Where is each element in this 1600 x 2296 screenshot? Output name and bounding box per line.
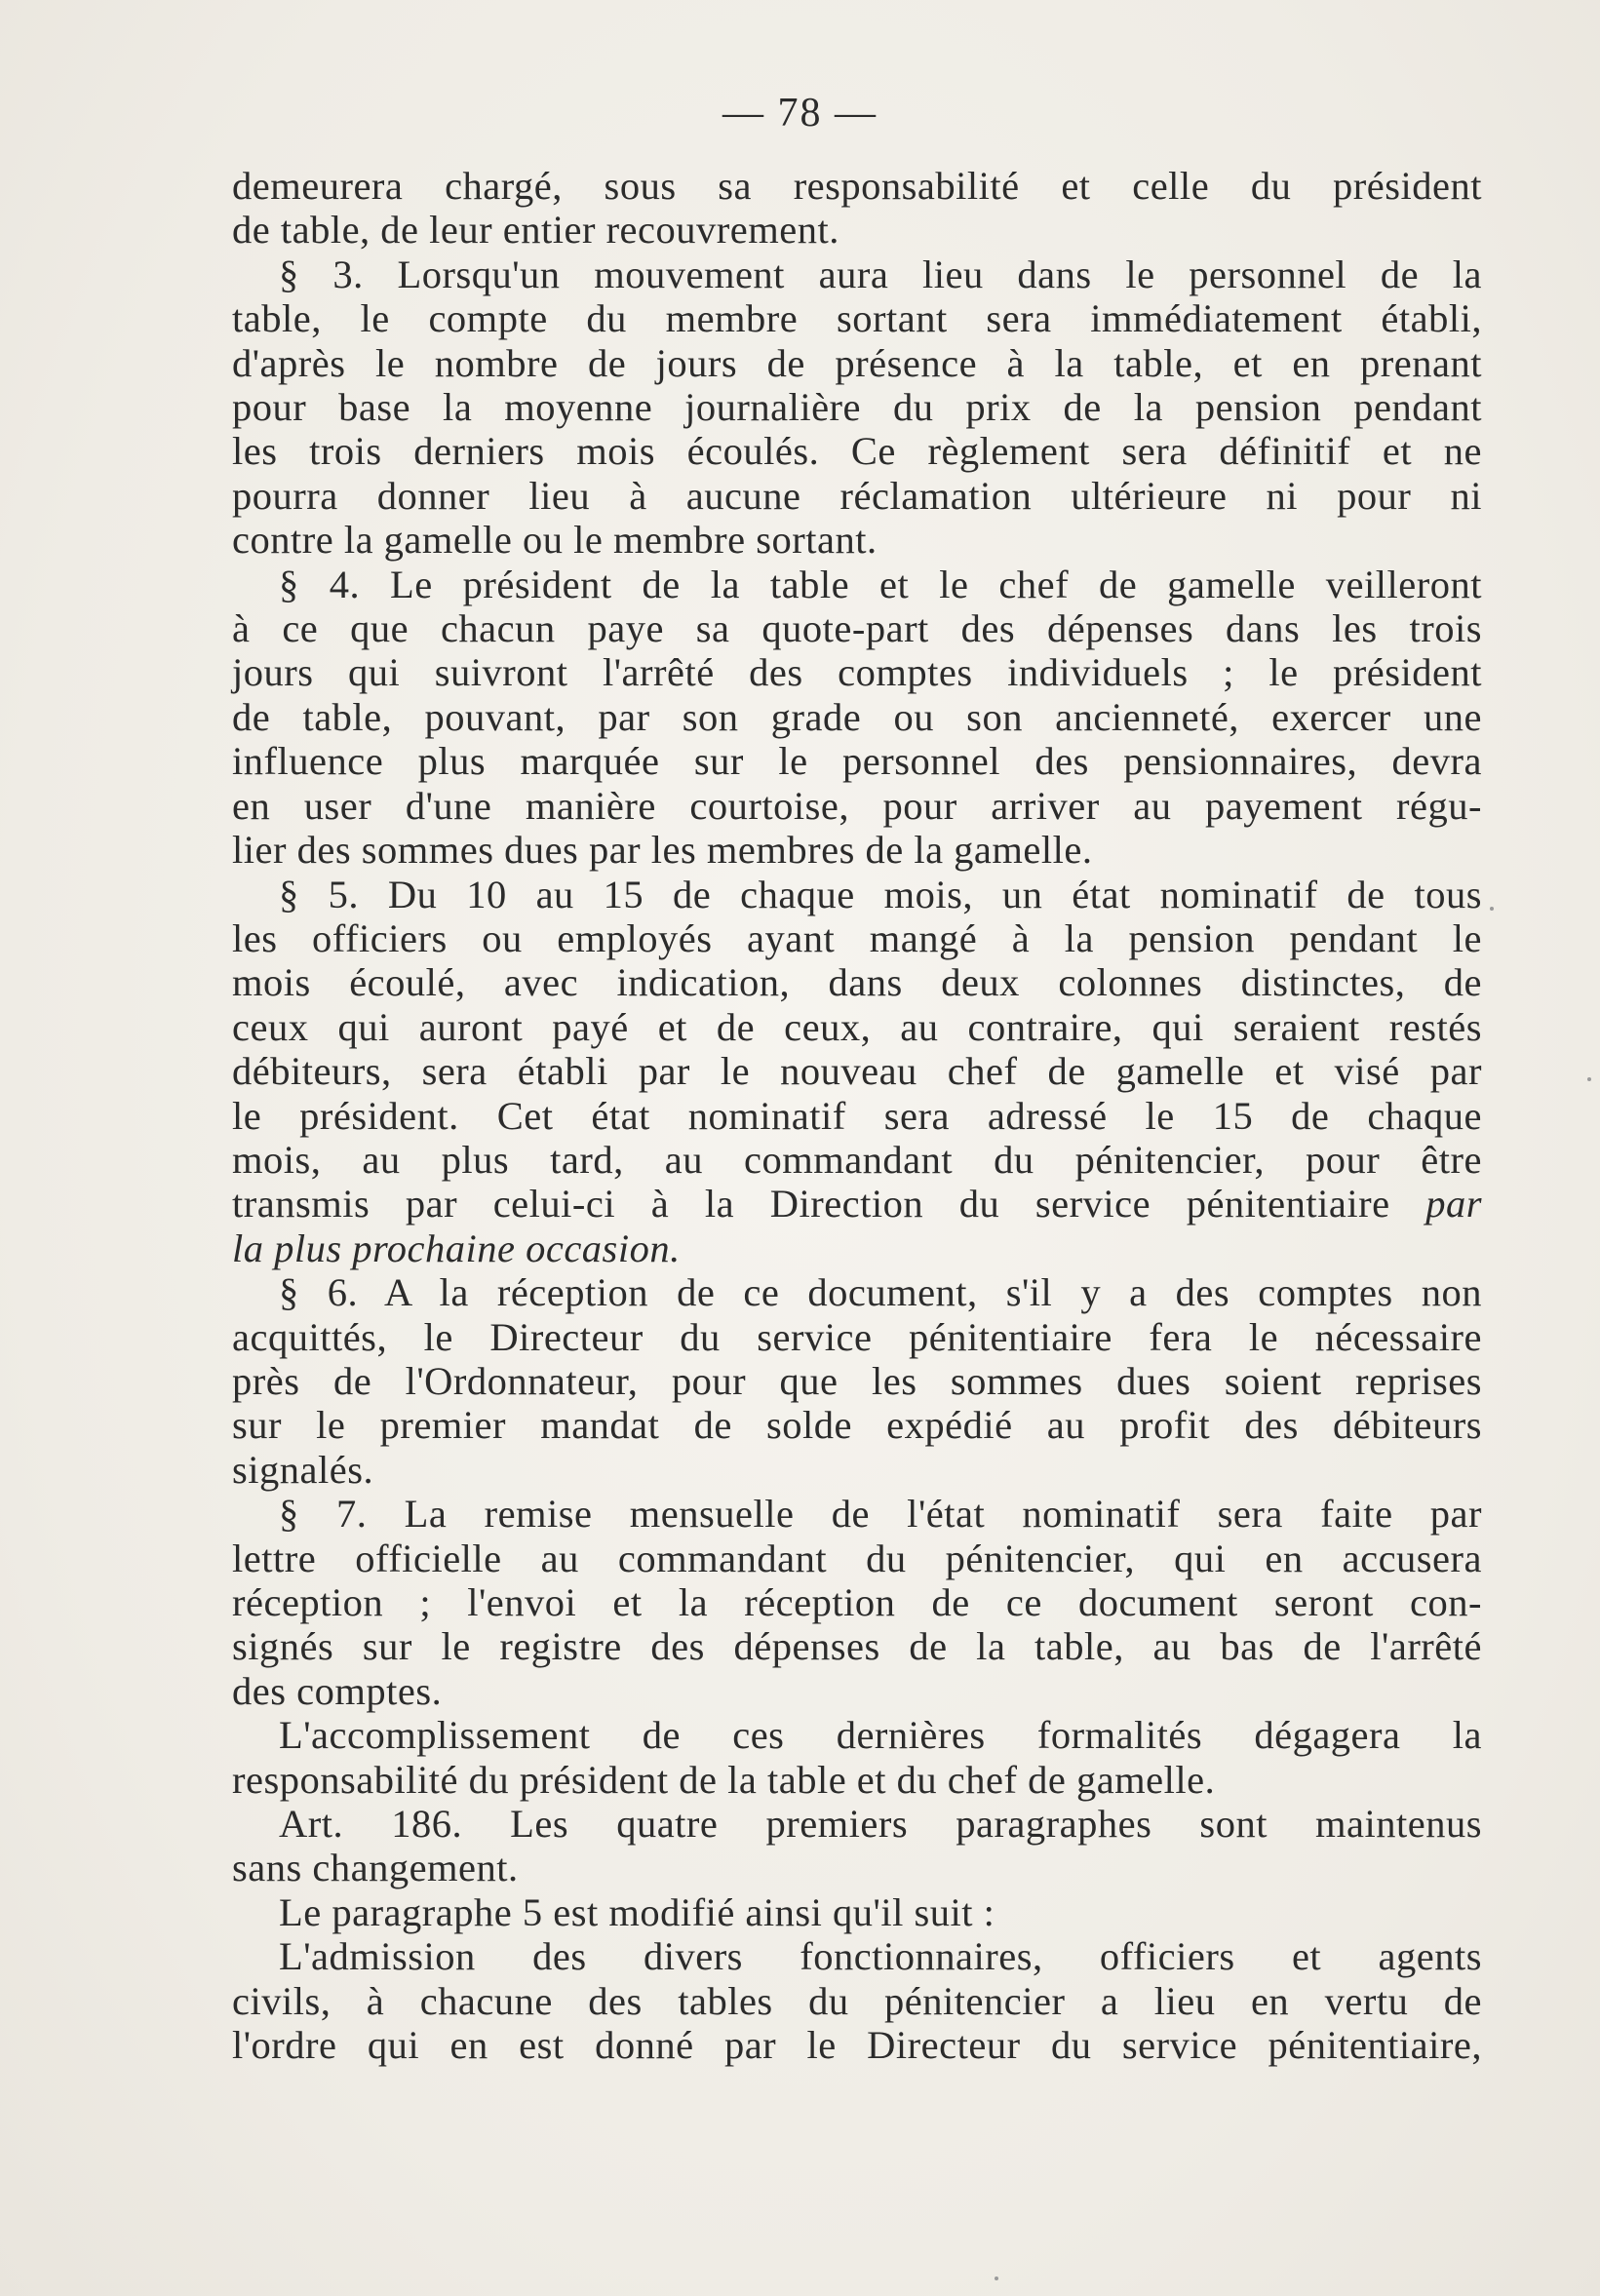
text-line [232,1403,1482,1447]
text-line-content: réception ; l'envoi et la réception de ce document seront con- [232,1580,1482,1624]
text-line-content: des comptes. [232,1668,443,1713]
italic-text: par [1425,1182,1482,1226]
text-line-content: § 5. Du 10 au 15 de chaque mois, un état nominatif de tous [279,872,1482,916]
text-line-content: Le paragraphe 5 est modifié ainsi qu'il suit : [279,1889,995,1934]
text-line-content: sur le premier mandat de solde expédié au profit des débiteurs [232,1403,1482,1448]
text-line-content: contre la gamelle ou le membre sortant. [232,518,878,563]
text-line [232,2023,1482,2067]
text-line [232,1182,1482,1226]
text-line [232,916,1482,960]
text-line [232,1448,1482,1492]
text-line-content: civils, à chacune des tables du pénitencier a lieu en vertu de [232,1978,1482,2023]
text-line-content: mois, au plus tard, au commandant du pénitencier, pour être [232,1137,1482,1182]
paper-speck [1587,1077,1591,1081]
text-line [232,784,1482,828]
text-line [232,873,1482,916]
text-line-content: signalés. [232,1447,374,1492]
text-line [232,1713,1482,1757]
text-line [232,1890,1482,1934]
text-line-content: § 7. La remise mensuelle de l'état nominatif sera faite par [279,1492,1482,1537]
text-line [232,1846,1482,1889]
text-line [232,1005,1482,1049]
text-line-content: l'ordre qui en est donné par le Directeur du service pénitentiaire, [232,2023,1482,2068]
text-line-content: près de l'Ordonnateur, pour que les sommes dues soient reprises [232,1358,1482,1403]
text-line [232,474,1482,518]
text-line-content: mois écoulé, avec indication, dans deux colonnes distinctes, de [232,960,1482,1005]
paper-speck [1490,907,1494,911]
text-line-content: § 4. Le président de la table et le chef de gamelle veilleront [279,562,1482,606]
text-line [232,1580,1482,1624]
text-line [232,960,1482,1004]
text-line [232,208,1482,252]
text-line-content: L'admission des divers fonctionnaires, officiers et agents [279,1934,1482,1979]
text-line [232,429,1482,473]
text-line-content: d'après le nombre de jours de présence à la table, et en prenant [232,340,1482,385]
text-line [232,739,1482,783]
text-line-content: § 3. Lorsqu'un mouvement aura lieu dans le personnel de la [279,252,1482,296]
text-line-content: lettre officielle au commandant du pénitencier, qui en accusera [232,1536,1482,1580]
text-line [232,1315,1482,1359]
text-line-content: pour base la moyenne journalière du prix de la pension pendant [232,385,1482,430]
text-line-content: les officiers ou employés ayant mangé à la pension pendant le [232,915,1482,960]
text-line [232,606,1482,650]
text-line-content: acquittés, le Directeur du service pénitentiaire fera le nécessaire [232,1314,1482,1359]
text-line [232,1979,1482,2023]
text-line-content: de table, pouvant, par son grade ou son ancienneté, exercer une [232,694,1482,739]
text-line-content: influence plus marquée sur le personnel des pensionnaires, devra [232,739,1482,784]
text-line [232,695,1482,739]
text-line-content: les trois derniers mois écoulés. Ce règlement sera définitif et ne [232,429,1482,474]
text-line-content: demeurera chargé, sous sa responsabilité et celle du président [232,164,1482,208]
text-line [232,1802,1482,1846]
page-number: — 78 — [722,91,878,136]
text-line [232,518,1482,562]
text-line [232,385,1482,429]
text-line [232,1094,1482,1138]
text-line [232,1934,1482,1978]
text-line-content: de table, de leur entier recouvrement. [232,208,839,253]
text-line [232,296,1482,340]
text-line [232,1492,1482,1536]
text-line-content: débiteurs, sera établi par le nouveau chef de gamelle et visé par [232,1049,1482,1094]
text-line [232,1537,1482,1580]
text-line [232,828,1482,872]
text-line-content: ceux qui auront payé et de ceux, au contraire, qui seraient restés [232,1004,1482,1049]
text-line-content: signés sur le registre des dépenses de la table, au bas de l'arrêté [232,1624,1482,1669]
text-line-content: responsabilité du président de la table et du chef de gamelle. [232,1757,1216,1802]
text-line-content: en user d'une manière courtoise, pour arriver au payement régu- [232,783,1482,828]
text-line-content: sans changement. [232,1846,519,1890]
text-line [232,1226,1482,1270]
text-line [232,1624,1482,1668]
text-line [232,164,1482,208]
text-line-content: à ce que chacun paye sa quote-part des dépenses dans les trois [232,606,1482,651]
text-line [232,1138,1482,1182]
text-line [232,1359,1482,1403]
italic-text: la plus prochaine occasion. [232,1226,681,1270]
text-line [232,1270,1482,1314]
text-line-content: pourra donner lieu à aucune réclamation ultérieure ni pour ni [232,473,1482,518]
text-line [232,1758,1482,1802]
text-line-content: § 6. A la réception de ce document, s'il y a des comptes non [279,1270,1482,1315]
text-line-content: jours qui suivront l'arrêté des comptes individuels ; le président [232,650,1482,695]
text-line-content: transmis par celui-ci à la Direction du service pénitentiaire [232,1182,1390,1226]
text-line [232,650,1482,694]
text-line-content: Art. 186. Les quatre premiers paragraphes sont maintenus [279,1802,1482,1847]
text-line [232,1049,1482,1093]
text-line-content: table, le compte du membre sortant sera immédiatement établi, [232,296,1482,341]
text-line [232,341,1482,385]
text-line [232,253,1482,296]
text-line [232,1669,1482,1713]
text-line-content: le président. Cet état nominatif sera adressé le 15 de chaque [232,1093,1482,1138]
text-line-content: L'accomplissement de ces dernières formalités dégagera la [279,1713,1482,1758]
text-line [232,563,1482,606]
paper-speck [995,2277,998,2280]
body-text [232,164,1482,2067]
text-line-content: lier des sommes dues par les membres de la gamelle. [232,828,1093,873]
